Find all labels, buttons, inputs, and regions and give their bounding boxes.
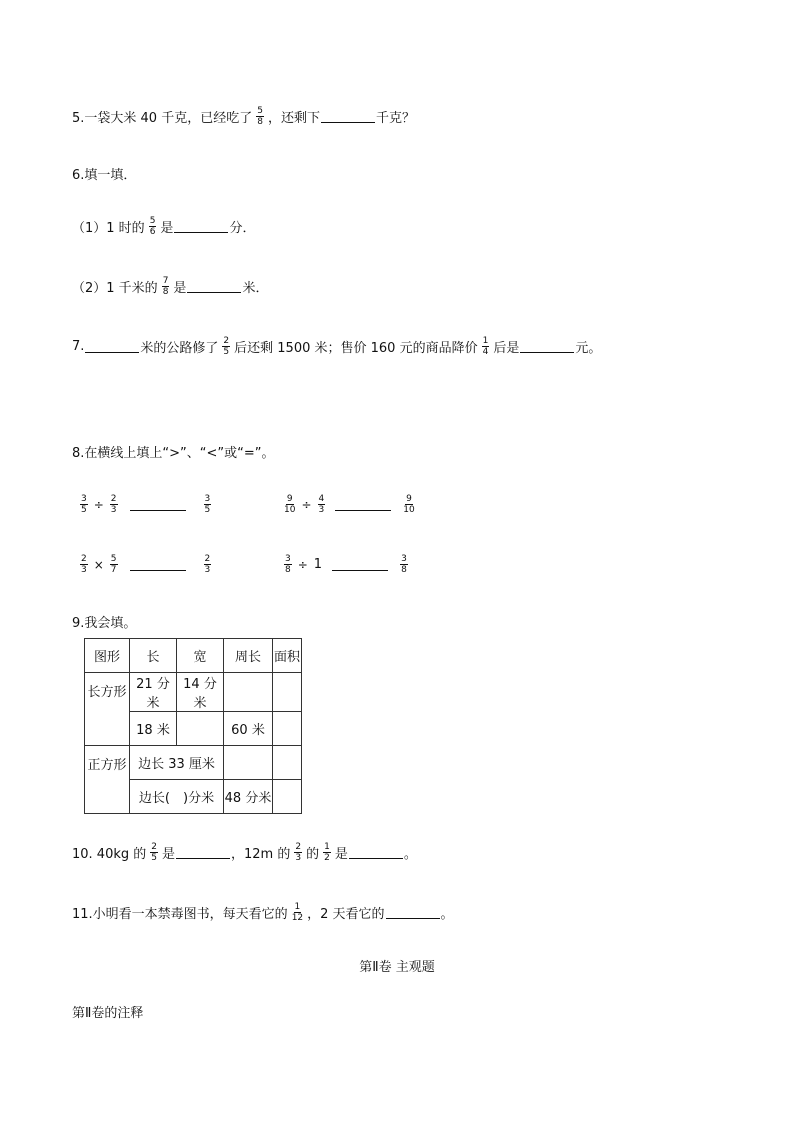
table-header-cell: 长 <box>130 639 177 673</box>
fraction: $\frac{3}{5}$ <box>204 494 211 515</box>
answer-blank[interactable] <box>349 846 403 859</box>
fraction: $\frac{7}{8}$ <box>162 276 169 297</box>
table-cell-blank[interactable] <box>273 712 302 746</box>
q11-text: ，2 天看它的 <box>307 907 385 922</box>
table-cell: 48 分米 <box>224 780 273 814</box>
question-8-title: 8.在横线上填上“>”、“<”或“=”。 <box>72 446 275 461</box>
table-header-row <box>85 639 302 673</box>
table-header-cell: 周长 <box>224 639 273 673</box>
q5-text: 5.一袋大米 40 千克，已经吃了 <box>72 111 253 126</box>
fraction: $\frac{2}{5}$ <box>223 336 230 357</box>
table-row <box>85 673 302 712</box>
section-note: 第Ⅱ卷的注释 <box>72 1006 144 1021</box>
q7-text: 后是 <box>493 341 520 356</box>
q10-text: 是 <box>334 847 348 862</box>
fraction: $\frac{3}{8}$ <box>285 554 291 575</box>
answer-blank[interactable] <box>321 110 375 123</box>
q10-text: ，12m 的 <box>231 847 291 862</box>
answer-blank[interactable] <box>85 340 139 353</box>
q6-text: （2）1 千米的 <box>72 281 158 296</box>
q7-text: 米的公路修了 <box>140 341 219 356</box>
question-11 <box>72 902 454 923</box>
table-cell-blank[interactable] <box>273 673 302 712</box>
comparison-2 <box>280 494 419 515</box>
answer-blank[interactable] <box>386 906 440 919</box>
table-cell-blank[interactable] <box>273 746 302 780</box>
question-6-item-1 <box>72 216 255 237</box>
table-header-cell: 宽 <box>177 639 224 673</box>
fraction: $\frac{5}{6}$ <box>149 216 156 237</box>
table-cell-blank[interactable] <box>224 673 273 712</box>
q6-text: 米． <box>242 281 269 296</box>
answer-blank[interactable] <box>130 558 186 571</box>
answer-blank[interactable] <box>187 280 241 293</box>
fraction: $\frac{2}{3}$ <box>295 842 302 863</box>
table-cell: 18 米 <box>130 712 177 746</box>
answer-blank[interactable] <box>176 846 230 859</box>
table-cell: 14 分米 <box>177 673 224 712</box>
q10-text: 10. 40kg 的 <box>72 847 147 862</box>
table-cell: 边长( )分米 <box>130 780 224 814</box>
q7-text: 元。 <box>575 341 602 356</box>
q6-text: （1）1 时的 <box>72 221 145 236</box>
fraction: $\frac{9}{10}$ <box>403 494 415 515</box>
fraction: $\frac{2}{5}$ <box>151 842 157 863</box>
row-label-square: 正方形 <box>85 746 130 814</box>
table-cell-blank[interactable] <box>273 780 302 814</box>
question-6-title: 6.填一填． <box>72 168 137 183</box>
comparison-1 <box>76 494 215 515</box>
fraction: $\frac{2}{3}$ <box>204 554 211 575</box>
fraction: $\frac{1}{2}$ <box>324 842 330 863</box>
question-5 <box>72 106 415 127</box>
q11-text: 。 <box>440 907 454 922</box>
table-header-cell: 面积 <box>273 639 302 673</box>
question-6-item-2 <box>72 276 268 297</box>
q10-text: 的 <box>306 847 320 862</box>
q6-text: 是 <box>160 221 174 236</box>
table-header-cell: 图形 <box>85 639 130 673</box>
fraction: $\frac{2}{3}$ <box>81 554 87 575</box>
answer-blank[interactable] <box>174 220 228 233</box>
q7-text: 后还剩 1500 米；售价 160 元的商品降价 <box>234 341 478 356</box>
fraction: $\frac{4}{3}$ <box>318 494 325 515</box>
operator: ÷ <box>93 497 104 512</box>
operator: ÷ <box>297 557 308 572</box>
table-row <box>85 746 302 780</box>
table-cell: 60 米 <box>224 712 273 746</box>
q6-text: 是 <box>173 281 187 296</box>
table-cell: 21 分米 <box>130 673 177 712</box>
fraction: $\frac{2}{3}$ <box>110 494 117 515</box>
q7-text: 7. <box>72 339 85 354</box>
q5-text: ，还剩下 <box>267 111 320 126</box>
q5-text: 千克？ <box>375 111 415 126</box>
question-7 <box>72 336 601 357</box>
q10-text: 是 <box>162 847 176 862</box>
answer-blank[interactable] <box>130 498 186 511</box>
fraction: $\frac{5}{7}$ <box>110 554 117 575</box>
fraction: $\frac{1}{4}$ <box>482 336 489 357</box>
shape-table <box>84 638 302 814</box>
fraction: $\frac{3}{8}$ <box>401 554 407 575</box>
table-cell-blank[interactable] <box>224 746 273 780</box>
answer-blank[interactable] <box>332 558 388 571</box>
answer-blank[interactable] <box>520 340 574 353</box>
q11-text: 11.小明看一本禁毒图书，每天看它的 <box>72 907 288 922</box>
whole-number: 1 <box>313 557 323 572</box>
table-cell: 边长 33 厘米 <box>130 746 224 780</box>
q6-text: 分． <box>229 221 256 236</box>
fraction: $\frac{9}{10}$ <box>284 494 296 515</box>
section-title: 第Ⅱ卷 主观题 <box>359 960 435 975</box>
fraction: $\frac{5}{8}$ <box>257 106 263 127</box>
operator: × <box>93 557 104 572</box>
comparison-3 <box>76 554 215 575</box>
fraction: $\frac{1}{12}$ <box>291 902 304 923</box>
row-label-rectangle: 长方形 <box>85 673 130 746</box>
comparison-4 <box>280 554 412 575</box>
question-9-title: 9.我会填。 <box>72 616 137 631</box>
question-10 <box>72 842 417 863</box>
answer-blank[interactable] <box>335 498 391 511</box>
operator: ÷ <box>301 497 312 512</box>
q10-text: 。 <box>403 847 417 862</box>
fraction: $\frac{3}{5}$ <box>81 494 87 515</box>
table-cell-blank[interactable] <box>177 712 224 746</box>
